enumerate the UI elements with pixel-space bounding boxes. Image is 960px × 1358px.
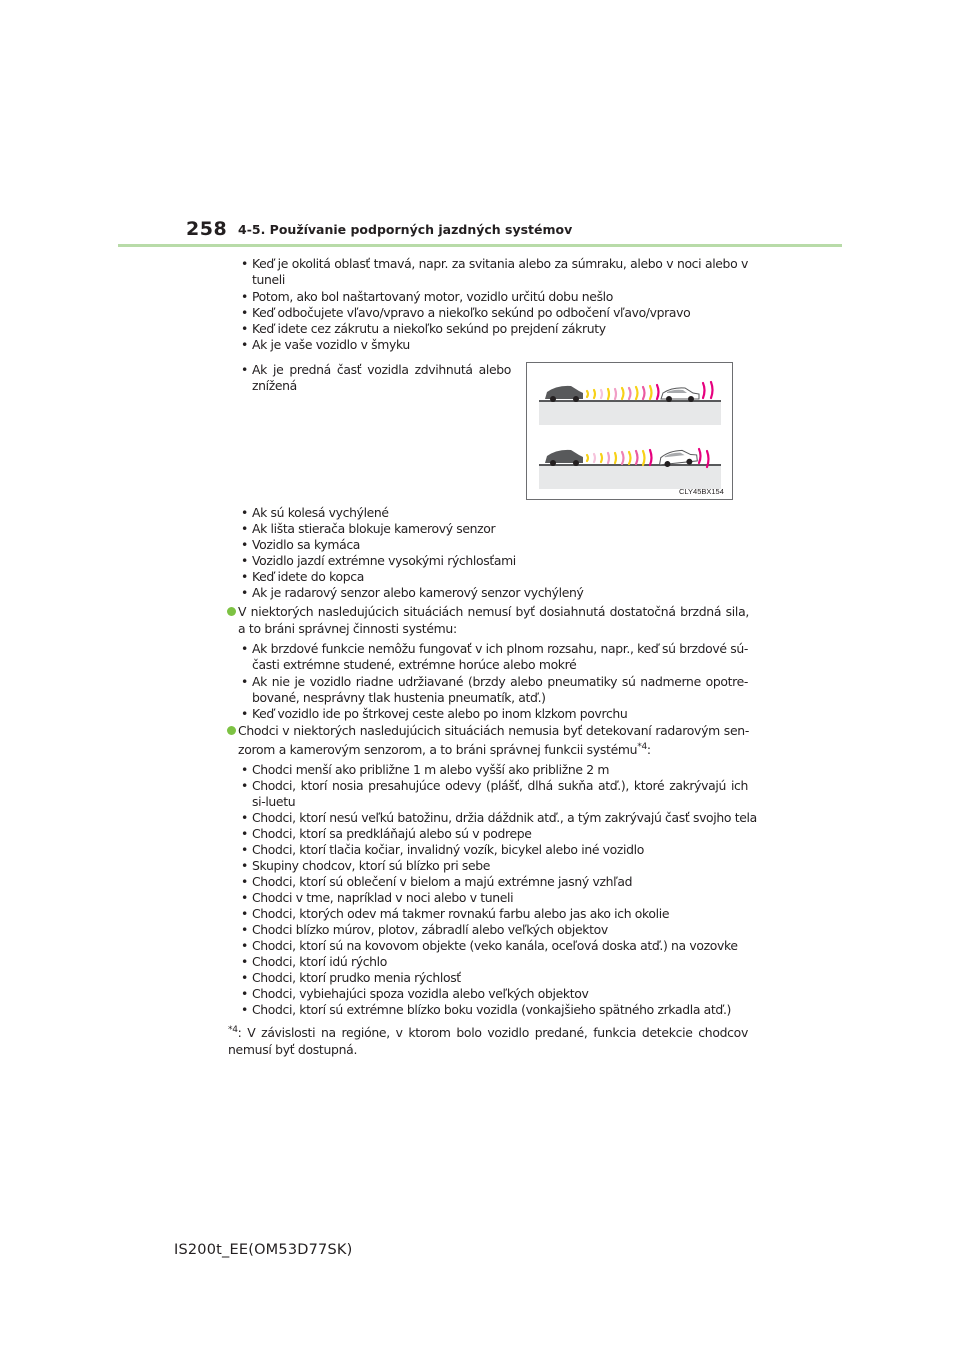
list-item: • Chodci, ktorých odev má takmer rovnakú farbu alebo jas ako ich okolie — [241, 906, 670, 921]
list-item: • Chodci, ktorí idú rýchlo — [241, 954, 387, 969]
bullet-icon: • — [241, 858, 248, 873]
bullet-icon: • — [241, 337, 248, 352]
header-divider — [118, 244, 842, 247]
green-bullet-icon — [227, 607, 236, 616]
green-bullet-icon — [227, 726, 236, 735]
own-car-icon — [545, 386, 583, 402]
bullet-icon: • — [241, 970, 248, 985]
list-item: • Ak je vaše vozidlo v šmyku — [241, 337, 410, 352]
list-item: • Chodci v tme, napríklad v noci alebo v tuneli — [241, 890, 514, 905]
list-item: • Keď vozidlo ide po štrkovej ceste alebo po inom klzkom povrchu — [241, 706, 628, 721]
footnote-ref: *4 — [637, 742, 647, 752]
bullet-icon: • — [241, 826, 248, 841]
footer-code: IS200t_EE(OM53D77SK) — [174, 1242, 353, 1258]
bullet-icon: • — [241, 362, 248, 377]
bullet-icon: • — [241, 674, 248, 689]
bullet-icon: • — [241, 305, 248, 320]
car-sensor-illustration — [527, 363, 732, 499]
list-item: • Keď idete cez zákrutu a niekoľko sekúnd po prejdení zákruty — [241, 321, 606, 336]
bullet-icon: • — [241, 778, 248, 793]
list-item: • Chodci, ktorí nesú veľkú batožinu, držia dáždnik atď., a tým zakrývajú časť svojho tela — [241, 810, 757, 825]
braking-intro: V niektorých nasledujúcich situáciách nemusí byť dosiahnutá dostatočná brzdná sila, a to bráni správnej činnosti systému: — [227, 603, 749, 637]
bullet-icon: • — [241, 842, 248, 857]
list-item: • Chodci, ktorí sa predkláňajú alebo sú v podrepe — [241, 826, 532, 841]
list-item: • Ak je predná časť vozidla zdvihnutá alebo znížená — [241, 362, 511, 394]
bullet-icon: • — [241, 585, 248, 600]
list-item: • Chodci menší ako približne 1 m alebo vyšší ako približne 2 m — [241, 762, 610, 777]
bullet-icon: • — [241, 906, 248, 921]
bullet-icon: • — [241, 810, 248, 825]
list-item: • Keď odbočujete vľavo/vpravo a niekoľko sekúnd po odbočení vľavo/vpravo — [241, 305, 691, 320]
list-item: • Chodci, vybiehajúci spoza vozidla alebo veľkých objektov — [241, 986, 589, 1001]
list-item: • Keď je okolitá oblasť tmavá, napr. za svitania alebo za súmraku, alebo v noci alebo v tuneli — [241, 256, 748, 288]
page-header — [0, 0, 960, 250]
bullet-icon: • — [241, 256, 248, 271]
list-item: • Keď idete do kopca — [241, 569, 364, 584]
list-item: • Vozidlo sa kymáca — [241, 537, 361, 552]
bullet-icon: • — [241, 874, 248, 889]
list-item: • Ak brzdové funkcie nemôžu fungovať v ich plnom rozsahu, napr., keď sú brzdové sú-časti extrémne studené, extrémne horúce alebo mokré — [241, 641, 748, 673]
own-car-icon — [545, 450, 583, 466]
list-item: • Chodci, ktorí sú na kovovom objekte (veko kanála, oceľová doska atď.) na vozovke — [241, 938, 738, 953]
bullet-icon: • — [241, 922, 248, 937]
bullet-icon: • — [241, 553, 248, 568]
bullet-icon: • — [241, 641, 248, 656]
bullet-icon: • — [241, 954, 248, 969]
bullet-icon: • — [241, 505, 248, 520]
list-item: • Vozidlo jazdí extrémne vysokými rýchlosťami — [241, 553, 516, 568]
list-item: • Chodci, ktorí nosia presahujúce odevy (plášť, dlhá sukňa atď.), ktoré zakrývajú ich si-luetu — [241, 778, 748, 810]
target-car-icon — [661, 388, 699, 402]
bullet-icon: • — [241, 890, 248, 905]
footnote: $^{*4}$: V závislosti na regióne, v ktorom bolo vozidlo predané, funkcia detekcie chodcov nemusí byť dostupná. — [228, 1025, 748, 1058]
list-item: • Potom, ako bol naštartovaný motor, vozidlo určitú dobu nešlo — [241, 289, 613, 304]
pedestrian-intro: Chodci v niektorých nasledujúcich situáciách nemusia byť detekovaní radarovým sen-zorom a kamerovým senzorom, a to bráni správnej funkcii systému$^{*4}$: — [227, 722, 749, 758]
bullet-icon: • — [241, 289, 248, 304]
bullet-icon: • — [241, 521, 248, 536]
figure-code: CLY45BX154 — [679, 487, 724, 496]
bullet-icon: • — [241, 938, 248, 953]
list-item: • Chodci, ktorí sú extrémne blízko boku vozidla (vonkajšieho spätného zrkadla atď.) — [241, 1002, 732, 1017]
list-item: • Ak je radarový senzor alebo kamerový senzor vychýlený — [241, 585, 584, 600]
bullet-icon: • — [241, 762, 248, 777]
list-item: • Chodci, ktorí tlačia kočiar, invalidný vozík, bicykel alebo iné vozidlo — [241, 842, 644, 857]
bullet-icon: • — [241, 706, 248, 721]
footnote-mark: *4 — [228, 1025, 238, 1035]
list-item: • Chodci blízko múrov, plotov, zábradlí alebo veľkých objektov — [241, 922, 608, 937]
list-item: • Skupiny chodcov, ktorí sú blízko pri sebe — [241, 858, 491, 873]
section-title: 4-5. Používanie podporných jazdných systémov — [238, 222, 573, 237]
list-item: • Ak nie je vozidlo riadne udržiavané (brzdy alebo pneumatiky sú nadmerne opotre-bované, nesprávny tlak hustenia pneumatík, atď.) — [241, 674, 748, 706]
vehicle-detection-figure — [526, 362, 733, 500]
bullet-icon: • — [241, 321, 248, 336]
bullet-icon: • — [241, 986, 248, 1001]
page-number: 258 — [186, 218, 228, 240]
bullet-icon: • — [241, 1002, 248, 1017]
bullet-icon: • — [241, 537, 248, 552]
list-item: • Chodci, ktorí sú oblečení v bielom a majú extrémne jasný vzhľad — [241, 874, 633, 889]
list-item: • Ak sú kolesá vychýlené — [241, 505, 389, 520]
list-item: • Chodci, ktorí prudko menia rýchlosť — [241, 970, 461, 985]
list-item: • Ak lišta stierača blokuje kamerový senzor — [241, 521, 496, 536]
bullet-icon: • — [241, 569, 248, 584]
